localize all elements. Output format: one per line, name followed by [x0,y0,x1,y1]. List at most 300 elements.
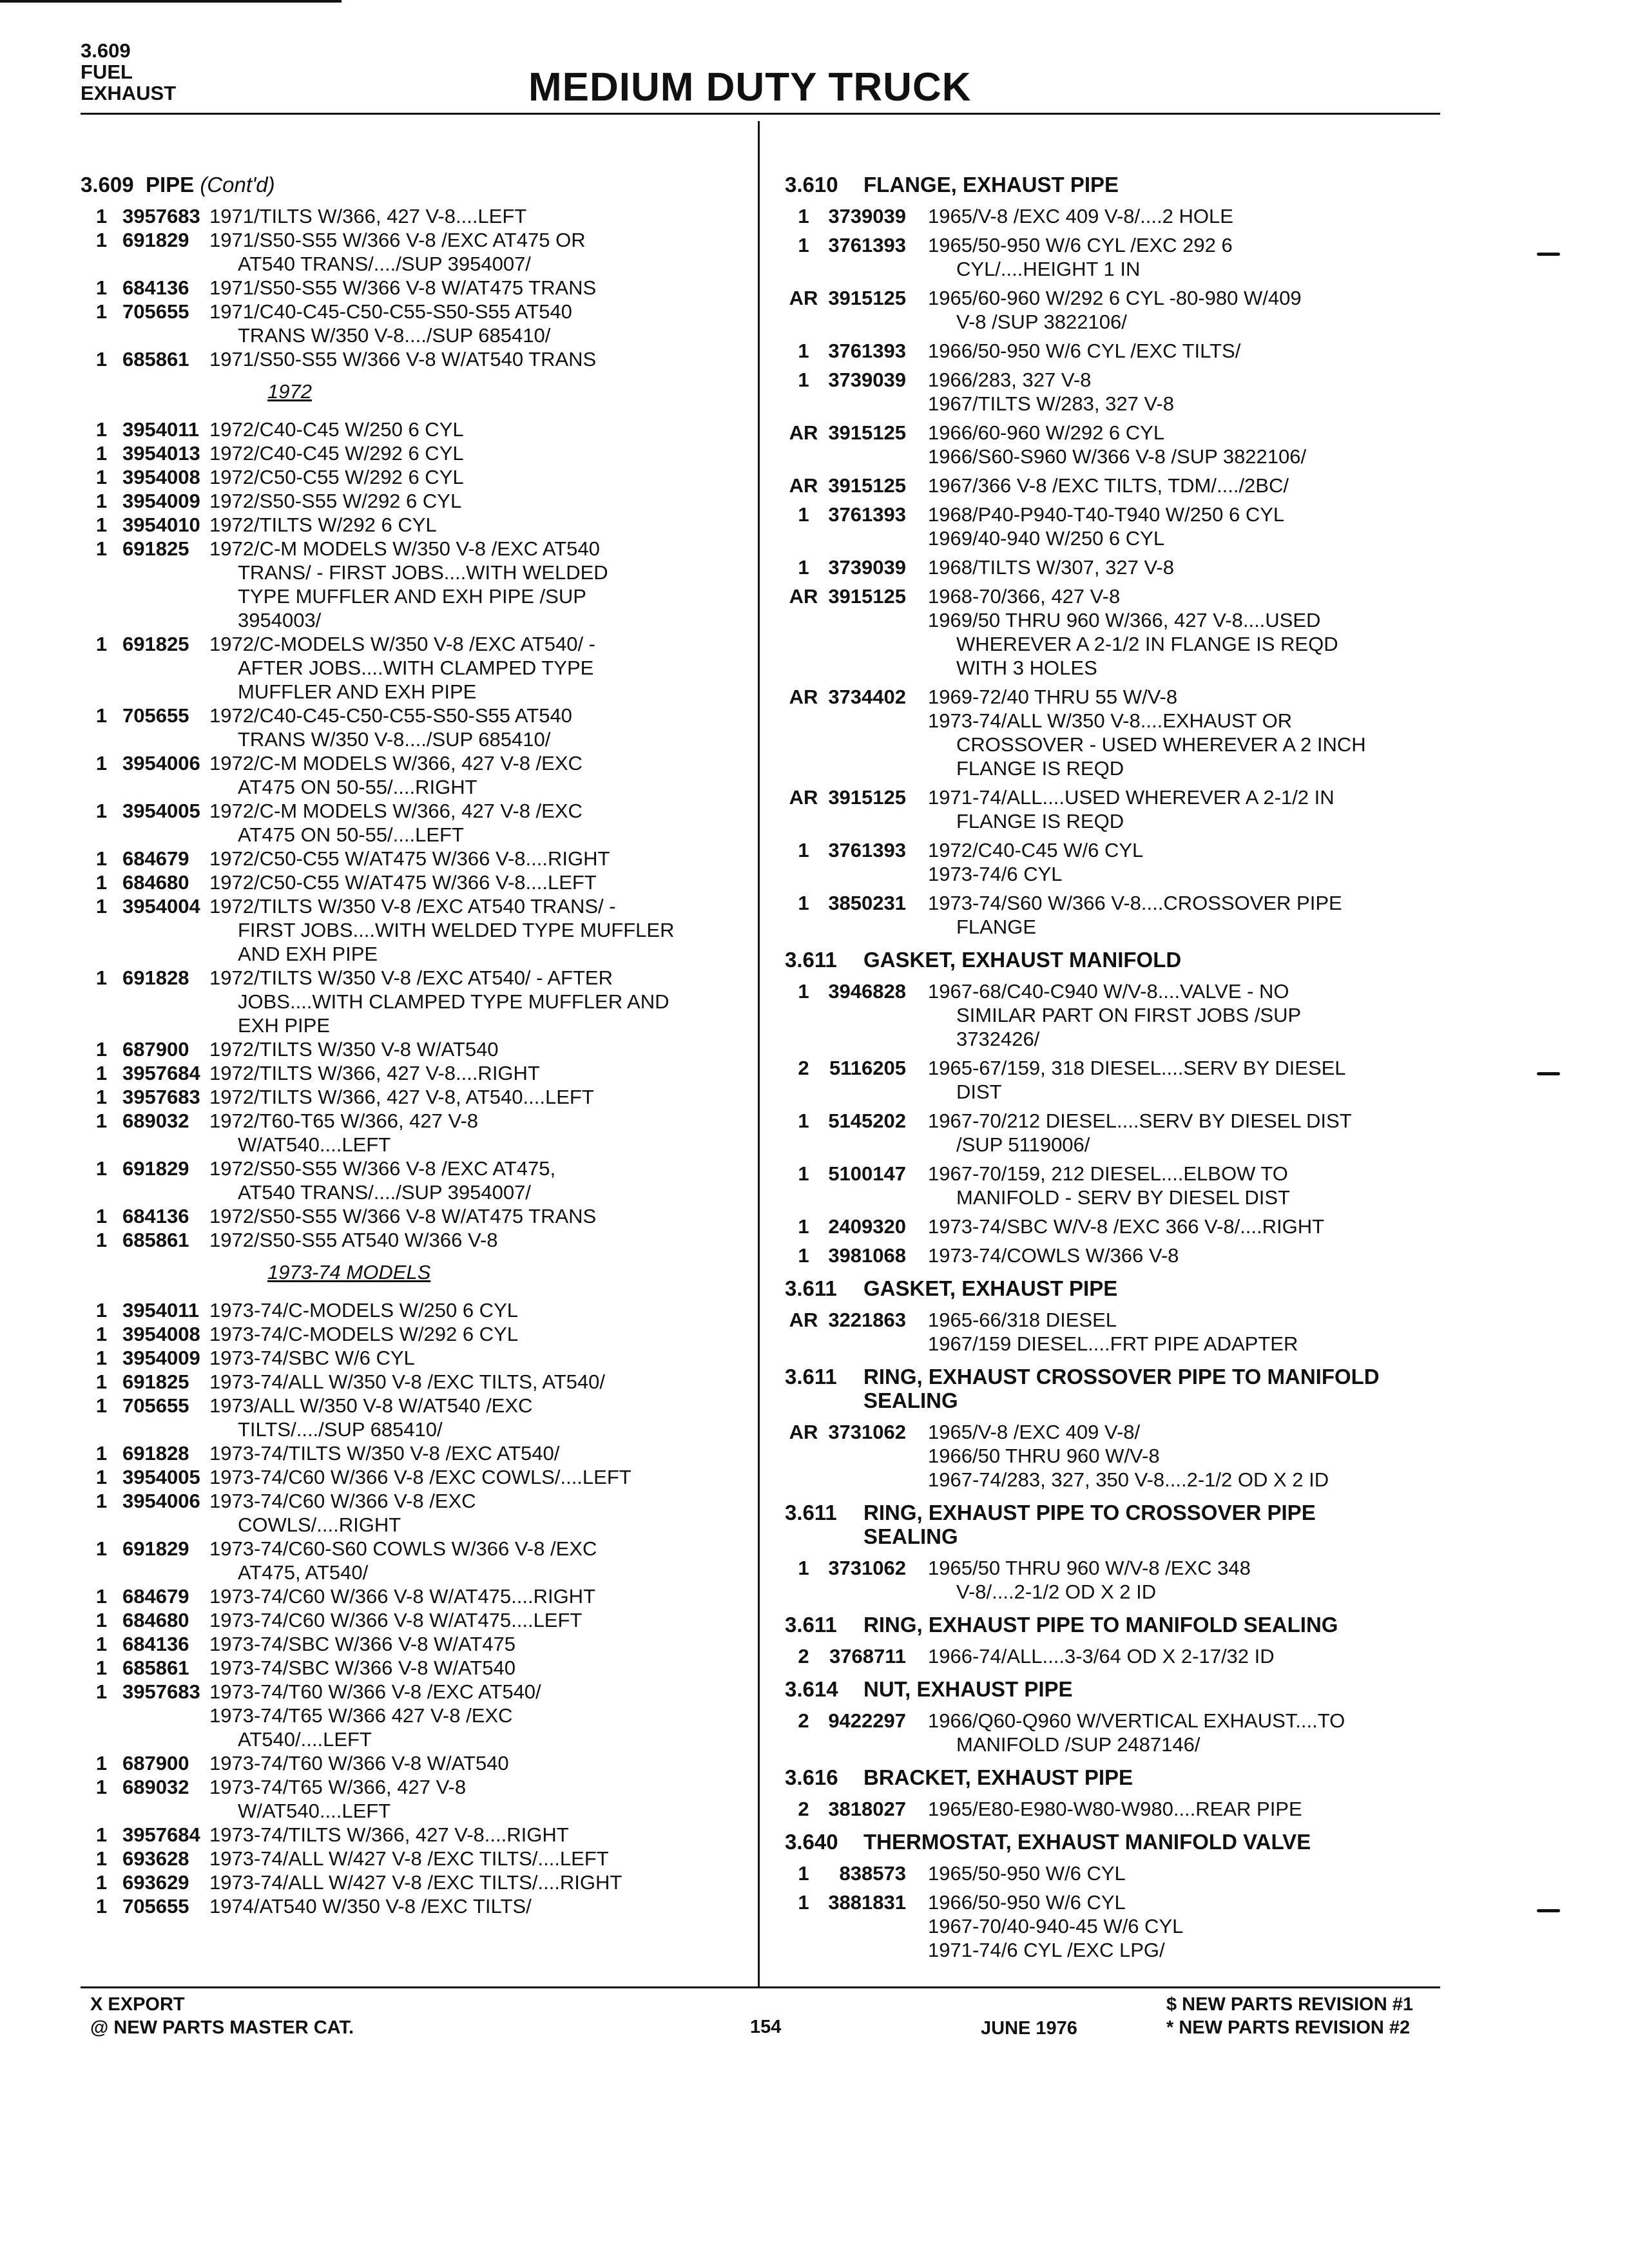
heading-suffix: (Cont'd) [200,173,275,197]
entry-description [209,1085,754,1109]
right-section-entries [785,1308,1455,1356]
entry-qty: 1 [95,1466,108,1488]
right-section-heading [785,1276,1455,1300]
entry-part-number: 3850231 [828,892,906,914]
entry-description-line: 1973-74/C-MODELS W/250 6 CYL [209,1299,518,1321]
entry-description-line: 1972/TILTS W/350 V-8 /EXC AT540 TRANS/ - [209,895,616,918]
entry-part-number: 685861 [122,1229,189,1251]
entry-description-line: 1967-68/C40-C940 W/V-8....VALVE - NO [928,980,1289,1003]
entry-description [928,838,1455,886]
entry-description-line: W/AT540....LEFT [238,1800,391,1822]
section-heading-number: 3.614 [785,1677,838,1701]
entry-part-number: 684136 [122,1205,189,1227]
entry-description-line: 1972/C40-C45 W/6 CYL [928,839,1144,861]
entry-description-line: 1969/40-940 W/250 6 CYL [928,527,1165,550]
entry-qty: 1 [95,1394,108,1417]
parts-list-1972 [81,418,754,1252]
parts-entry [785,1109,1455,1157]
entry-part-number: 5145202 [828,1110,906,1132]
right-section-entries [785,204,1455,939]
entry-description-line: 1966/50 THRU 960 W/V-8 [928,1445,1160,1467]
entry-description [928,1109,1455,1157]
right-section-entries [785,1709,1455,1756]
parts-entry [81,704,754,751]
entry-qty: 1 [798,205,809,227]
entry-description-line: 1967-70/159, 212 DIESEL....ELBOW TO [928,1162,1288,1185]
entry-qty: 1 [95,205,108,227]
entry-description-line: 1965/V-8 /EXC 409 V-8/ [928,1421,1141,1443]
entry-description [209,537,754,632]
entry-description-line: AND EXH PIPE [238,943,378,965]
entry-qty: 1 [798,1891,809,1914]
entry-description [928,1420,1455,1492]
right-section-heading [785,1365,1455,1412]
parts-entry [81,347,754,371]
entry-description [209,1894,754,1918]
entry-qty: AR [789,786,818,809]
entry-description [928,979,1455,1051]
entry-part-number: 5100147 [828,1162,906,1185]
entry-part-number: 691828 [122,1442,189,1465]
entry-qty: 1 [95,466,108,488]
entry-qty: AR [789,421,818,444]
footer-rule [81,1986,1440,1988]
parts-entry [785,286,1455,334]
parts-entry [785,891,1455,939]
entry-description [209,513,754,537]
entry-description [209,441,754,465]
entry-description-line: 1973-74/SBC W/366 V-8 W/AT540 [209,1657,516,1679]
entry-description-line: W/AT540....LEFT [238,1133,391,1156]
entry-description [209,489,754,513]
section-heading-title [863,173,1119,197]
entry-description [928,474,1455,497]
entry-qty: 1 [798,1244,809,1267]
section-heading-title-line: GASKET, EXHAUST PIPE [863,1276,1118,1300]
parts-entry [81,1085,754,1109]
parts-entry [81,1823,754,1847]
entry-description-line: 1972/C40-C45-C50-C55-S50-S55 AT540 [209,704,572,727]
entry-description-line: 1973-74/6 CYL [928,863,1063,885]
entry-description-line: 1972/C40-C45 W/250 6 CYL [209,418,464,441]
column-divider [758,121,760,1986]
section-heading-number: 3.611 [785,1276,837,1300]
entry-part-number: 5116205 [829,1057,906,1079]
entry-part-number: 691825 [122,537,189,560]
entry-description-line: 1972/C-MODELS W/350 V-8 /EXC AT540/ - [209,633,596,655]
footer-date: JUNE 1976 [981,2018,1077,2039]
entry-description [928,785,1455,833]
entry-part-number: 3881831 [828,1891,906,1914]
entry-description [928,339,1455,363]
entry-description-line: 1972/TILTS W/366, 427 V-8, AT540....LEFT [209,1086,594,1108]
entry-description [928,1890,1455,1962]
entry-description [209,1037,754,1061]
entry-description [928,368,1455,416]
entry-description-line: 1968-70/366, 427 V-8 [928,585,1121,608]
entry-description-line: 1965-67/159, 318 DIESEL....SERV BY DIESEL [928,1057,1346,1079]
parts-entry [785,979,1455,1051]
entry-part-number: 687900 [122,1038,189,1061]
entry-description [209,1346,754,1370]
entry-description-line: 1973-74/S60 W/366 V-8....CROSSOVER PIPE [928,892,1342,914]
entry-description [928,685,1455,780]
entry-part-number: 3915125 [828,585,906,608]
entry-description-line: CYL/....HEIGHT 1 IN [956,258,1141,280]
entry-part-number: 3954006 [122,1490,200,1512]
margin-mark [1537,253,1560,256]
entry-description-line: 1973-74/ALL W/427 V-8 /EXC TILTS/....RIGHT [209,1871,622,1894]
section-heading-title-line: NUT, EXHAUST PIPE [863,1677,1073,1701]
entry-part-number: 691825 [122,633,189,655]
right-section-entries [785,1556,1455,1604]
entry-description-line: TYPE MUFFLER AND EXH PIPE /SUP [238,585,586,608]
entry-qty: 1 [798,839,809,861]
entry-description-line: FLANGE IS REQD [956,757,1124,780]
parts-entry [81,1870,754,1894]
margin-mark [1537,1909,1560,1912]
entry-description-line: 1967/TILTS W/283, 327 V-8 [928,392,1174,415]
entry-description [209,1109,754,1157]
section-heading-number: 3.611 [785,1613,837,1637]
entry-qty: 1 [95,1299,108,1321]
section-label [81,40,176,104]
entry-description [209,751,754,799]
section-heading-title-line: SEALING [863,1524,958,1548]
entry-qty: 1 [95,1205,108,1227]
entry-part-number: 3954005 [122,1466,200,1488]
parts-entry [785,838,1455,886]
left-column [81,169,754,1918]
parts-entry [81,418,754,441]
parts-entry [785,339,1455,363]
right-section-entries [785,979,1455,1267]
entry-description [928,1244,1455,1267]
entry-part-number: 3739039 [828,205,906,227]
entry-description [209,465,754,489]
entry-qty: 2 [798,1645,809,1667]
parts-entry [785,1056,1455,1104]
entry-description-line: 1967-70/40-940-45 W/6 CYL [928,1915,1184,1937]
right-section-entries [785,1420,1455,1492]
entry-description-line: 1973-74/TILTS W/350 V-8 /EXC AT540/ [209,1442,560,1465]
entry-description-line: 1972/C50-C55 W/292 6 CYL [209,466,464,488]
left-section-heading [81,173,754,197]
section-heading-title [863,1276,1117,1300]
entry-description-line: 1966/50-950 W/6 CYL [928,1891,1126,1914]
parts-entry [81,1109,754,1157]
entry-description-line: EXH PIPE [238,1014,330,1037]
entry-part-number: 693629 [122,1871,189,1894]
entry-part-number: 3761393 [828,234,906,256]
parts-entry [785,785,1455,833]
parts-entry [81,1394,754,1441]
entry-qty: 1 [95,895,108,918]
entry-part-number: 3954004 [122,895,200,918]
entry-part-number: 3954011 [122,1299,199,1321]
entry-qty: 1 [95,490,108,512]
entry-description [209,1370,754,1394]
section-line-exhaust: EXHAUST [81,82,177,104]
parts-entry [81,1537,754,1584]
section-heading-title [863,948,1181,972]
parts-entry [81,1204,754,1228]
entry-qty: 1 [798,1557,809,1579]
entry-description-line: 1965/50-950 W/6 CYL [928,1862,1126,1885]
entry-description-line: 1972/C50-C55 W/AT475 W/366 V-8....LEFT [209,871,597,894]
parts-entry [81,1465,754,1489]
entry-description-line: 1972/C-M MODELS W/366, 427 V-8 /EXC [209,800,583,822]
entry-description-line: 1972/TILTS W/350 V-8 /EXC AT540/ - AFTER [209,966,613,989]
page-title: MEDIUM DUTY TRUCK [528,65,972,110]
parts-entry [785,1420,1455,1492]
entry-description-line: 1973-74/COWLS W/366 V-8 [928,1244,1179,1267]
section-heading-title [863,1501,1316,1548]
section-heading-title [863,1613,1338,1637]
entry-qty: 1 [95,1370,108,1393]
section-heading-title [863,1765,1133,1789]
entry-description [209,1656,754,1680]
entry-description-line: 1973-74/T65 W/366, 427 V-8 [209,1776,467,1798]
entry-part-number: 9422297 [828,1709,906,1732]
entry-description-line: FIRST JOBS....WITH WELDED TYPE MUFFLER [238,919,675,941]
entry-qty: 1 [95,1086,108,1108]
entry-qty: 1 [95,276,108,299]
parts-entry [785,1644,1455,1668]
entry-qty: 1 [95,1062,108,1084]
entry-qty: 1 [95,418,108,441]
right-section-heading [785,1830,1455,1854]
entry-description-line: AFTER JOBS....WITH CLAMPED TYPE [238,657,594,679]
entry-description [209,1322,754,1346]
entry-qty: 1 [95,537,108,560]
entry-description [209,1298,754,1322]
entry-qty: AR [789,287,818,309]
entry-description [928,1215,1455,1238]
entry-qty: 2 [798,1709,809,1732]
entry-description-line: 1972/S50-S55 W/366 V-8 W/AT475 TRANS [209,1205,597,1227]
entry-description-line: 1965/50-950 W/6 CYL /EXC 292 6 [928,234,1233,256]
entry-qty: 1 [95,1110,108,1132]
entry-part-number: 3957683 [122,205,200,227]
entry-description-line: 1971/C40-C45-C50-C55-S50-S55 AT540 [209,300,572,323]
entry-description [209,1228,754,1252]
entry-description [209,1680,754,1751]
parts-entry [81,1680,754,1751]
right-section-heading [785,948,1455,972]
entry-qty: 1 [95,1871,108,1894]
entry-description-line: 1973-74/C-MODELS W/292 6 CYL [209,1323,518,1345]
entry-description [209,204,754,228]
entry-description-line: 1973-74/C60 W/366 V-8 W/AT475....RIGHT [209,1585,596,1608]
entry-description [209,1204,754,1228]
parts-entry [785,555,1455,579]
entry-description-line: 1972/C-M MODELS W/366, 427 V-8 /EXC [209,752,583,774]
entry-part-number: 3915125 [828,421,906,444]
section-heading-number: 3.640 [785,1830,838,1854]
entry-qty: 1 [95,1847,108,1870]
parts-entry [81,1489,754,1537]
entry-part-number: 684136 [122,1633,189,1655]
entry-qty: 1 [798,340,809,362]
entry-description-line: MANIFOLD /SUP 2487146/ [956,1733,1200,1756]
entry-part-number: 3957683 [122,1086,200,1108]
entry-qty: 1 [95,229,108,251]
entry-description-line: V-8 /SUP 3822106/ [956,311,1127,333]
parts-entry [81,513,754,537]
section-heading-number: 3.616 [785,1765,838,1789]
entry-part-number: 689032 [122,1776,189,1798]
entry-description [209,847,754,870]
entry-description-line: MUFFLER AND EXH PIPE [238,680,477,703]
entry-part-number: 3221863 [828,1309,906,1331]
entry-description-line: 1965/E80-E980-W80-W980....REAR PIPE [928,1798,1302,1820]
entry-description-line: 1973-74/SBC W/366 V-8 W/AT475 [209,1633,516,1655]
entry-description [209,300,754,347]
entry-part-number: 3954011 [122,418,199,441]
entry-part-number: 3739039 [828,369,906,391]
entry-qty: 1 [95,800,108,822]
entry-part-number: 3915125 [828,287,906,309]
entry-description [928,1162,1455,1209]
entry-description-line: 1966-74/ALL....3-3/64 OD X 2-17/32 ID [928,1645,1275,1667]
entry-description-line: AT540/....LEFT [238,1728,372,1751]
entry-description [209,228,754,276]
entry-part-number: 3818027 [828,1798,906,1820]
entry-part-number: 3954010 [122,514,200,536]
entry-qty: 2 [798,1798,809,1820]
entry-description-line: 1968/P40-P940-T40-T940 W/250 6 CYL [928,503,1285,526]
entry-description [928,503,1455,550]
entry-description [209,276,754,300]
section-line-fuel: FUEL [81,61,133,83]
entry-qty: 1 [95,1490,108,1512]
entry-description-line: 1971/S50-S55 W/366 V-8 /EXC AT475 OR [209,229,586,251]
entry-description [209,1751,754,1775]
entry-qty: 1 [798,556,809,579]
entry-description [209,418,754,441]
parts-entry [81,1775,754,1823]
entry-part-number: 3915125 [828,786,906,809]
entry-qty: 1 [95,966,108,989]
entry-part-number: 3954008 [122,466,200,488]
right-section-heading [785,1501,1455,1548]
entry-description [209,1775,754,1823]
entry-part-number: 691829 [122,1157,189,1180]
entry-qty: 1 [95,1680,108,1703]
parts-entry [81,489,754,513]
right-column [785,169,1455,1962]
entry-qty: 1 [798,1862,809,1885]
entry-part-number: 3768711 [829,1645,906,1667]
entry-part-number: 3954013 [122,442,200,465]
entry-qty: AR [789,1309,818,1331]
entry-qty: 1 [95,1633,108,1655]
entry-part-number: 705655 [122,1895,189,1917]
entry-description-line: 1967-70/212 DIESEL....SERV BY DIESEL DIST [928,1110,1352,1132]
entry-qty: 1 [95,1229,108,1251]
entry-description [209,1870,754,1894]
parts-entry [81,870,754,894]
parts-entry [785,1890,1455,1962]
entry-description-line: AT540 TRANS/..../SUP 3954007/ [238,253,531,275]
entry-part-number: 3954008 [122,1323,200,1345]
parts-entry [81,1894,754,1918]
parts-entry [785,368,1455,416]
parts-entry [81,1322,754,1346]
entry-description [209,1584,754,1608]
entry-description [209,870,754,894]
entry-description-line: 3732426/ [956,1028,1040,1050]
entry-part-number: 3946828 [828,980,906,1003]
footer-master-cat-note: @ NEW PARTS MASTER CAT. [90,2017,354,2038]
entry-description-line: 1965/60-960 W/292 6 CYL -80-980 W/409 [928,287,1302,309]
heading-text: PIPE [145,173,195,197]
parts-entry [81,441,754,465]
section-number: 3.609 [81,39,131,62]
parts-entry [81,1346,754,1370]
entry-description-line: 1967-74/283, 327, 350 V-8....2-1/2 OD X 2 ID [928,1468,1329,1491]
parts-entry [81,1751,754,1775]
entry-description [209,1465,754,1489]
entry-description-line: 1971-74/6 CYL /EXC LPG/ [928,1939,1165,1961]
entry-description [928,1556,1455,1604]
entry-description-line: 1972/S50-S55 AT540 W/366 V-8 [209,1229,498,1251]
right-section-heading [785,173,1455,197]
entry-description-line: 1974/AT540 W/350 V-8 /EXC TILTS/ [209,1895,532,1917]
parts-entry [785,1556,1455,1604]
entry-qty: 1 [95,871,108,894]
page-number: 154 [750,2017,782,2037]
entry-qty: 1 [95,752,108,774]
entry-part-number: 684679 [122,1585,189,1608]
entry-description [928,1308,1455,1356]
entry-description-line: 1973-74/ALL W/350 V-8 /EXC TILTS, AT540/ [209,1370,606,1393]
entry-part-number: 693628 [122,1847,189,1870]
entry-qty: 1 [95,704,108,727]
entry-qty: 1 [798,503,809,526]
entry-part-number: 3957684 [122,1062,200,1084]
entry-part-number: 3954006 [122,752,200,774]
entry-description-line: AT475 ON 50-55/....RIGHT [238,776,477,798]
entry-qty: AR [789,585,818,608]
parts-entry [81,465,754,489]
parts-entry [81,799,754,847]
entry-part-number: 687900 [122,1752,189,1774]
entry-qty: 1 [95,300,108,323]
entry-description-line: 1973-74/C60-S60 COWLS W/366 V-8 /EXC [209,1537,597,1560]
entry-part-number: 3761393 [828,340,906,362]
entry-description-line: 1973-74/T65 W/366 427 V-8 /EXC [209,1704,513,1727]
parts-entry [785,1162,1455,1209]
entry-part-number: 3957684 [122,1823,200,1846]
entry-description-line: 1965-66/318 DIESEL [928,1309,1117,1331]
entry-description-line: 1966/283, 327 V-8 [928,369,1092,391]
section-heading-title [863,1830,1311,1854]
entry-description [928,555,1455,579]
section-heading-title-line: GASKET, EXHAUST MANIFOLD [863,948,1182,972]
entry-description-line: AT475, AT540/ [238,1561,369,1584]
entry-description [209,1157,754,1204]
entry-part-number: 691825 [122,1370,189,1393]
entry-description-line: V-8/....2-1/2 OD X 2 ID [956,1581,1157,1603]
entry-qty: 1 [95,1347,108,1369]
subheading-1973-74: 1973-74 MODELS [267,1261,431,1283]
parts-entry [81,1298,754,1322]
right-section-entries [785,1797,1455,1821]
entry-part-number: 684679 [122,847,189,870]
entry-part-number: 705655 [122,1394,189,1417]
